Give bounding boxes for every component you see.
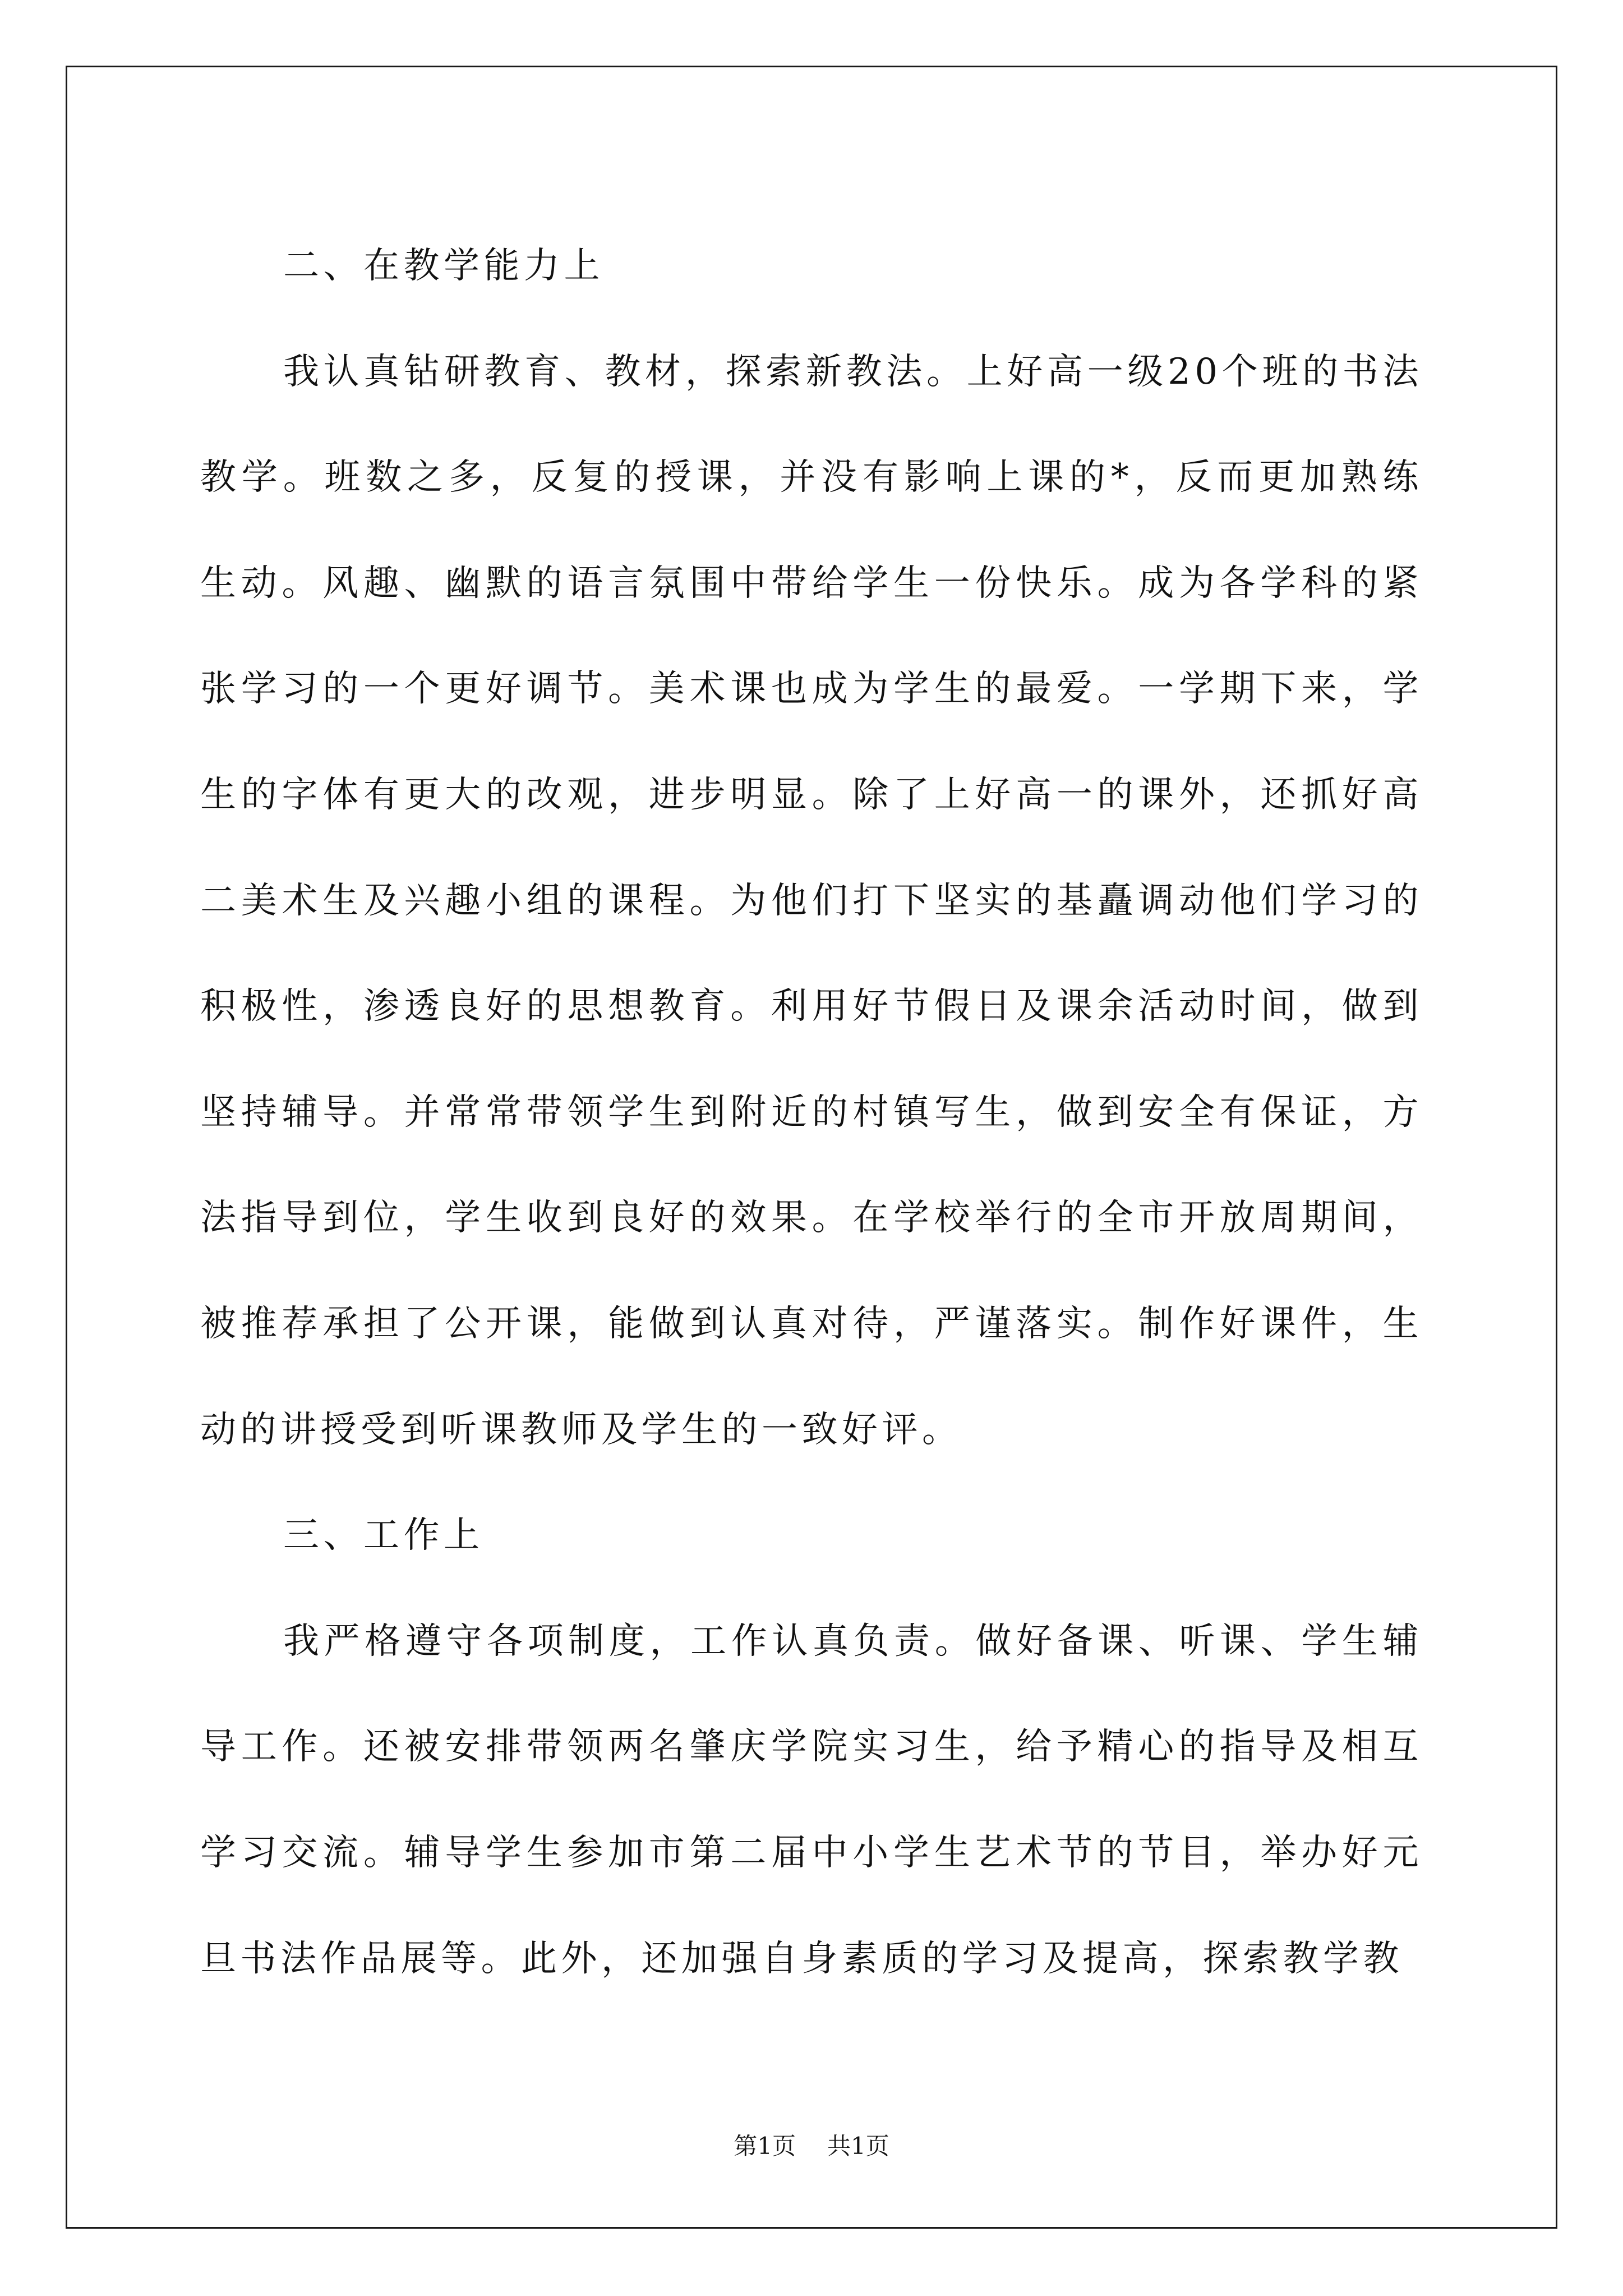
document-body [200,213,1423,2012]
paragraph-work: 我严格遵守各项制度，工作认真负责。做好备课、听课、学生辅导工作。还被安排带领两名肇庆学院实习生，给予精心的指导及相互学习交流。辅导学生参加市第二届中小学生艺术节的节目，举办好元旦书法作品展等。此外，还加强自身素质的学习及提高，探索教学教 [200,1620,1423,1980]
section-heading-work: 三、工作上 [283,1515,484,1557]
page-number: 第1页 [734,2132,796,2160]
page-footer [0,2131,1623,2162]
section-heading-teaching-ability: 二、在教学能力上 [283,245,604,287]
paragraph-teaching-ability: 我认真钻研教育、教材，探索新教法。上好高一级20个班的书法教学。班数之多，反复的授课，并没有影响上课的*，反而更加熟练生动。风趣、幽默的语言氛围中带给学生一份快乐。成为各学科的紧张学习的一个更好调节。美术课也成为学生的最爱。一学期下来，学生的字体有更大的改观，进步明显。除了上好高一的课外，还抓好高二美术生及兴趣小组的课程。为他们打下坚实的基矗调动他们学习的积极性，渗透良好的思想教育。利用好节假日及课余活动时间，做到坚持辅导。并常常带领学生到附近的村镇写生，做到安全有保证，方法指导到位，学生收到良好的效果。在学校举行的全市开放周期间，被推荐承担了公开课，能做到认真对待，严谨落实。制作好课件，生动的讲授受到听课教师及学生的一致好评。 [200,351,1423,1451]
page-total: 共1页 [827,2132,889,2160]
